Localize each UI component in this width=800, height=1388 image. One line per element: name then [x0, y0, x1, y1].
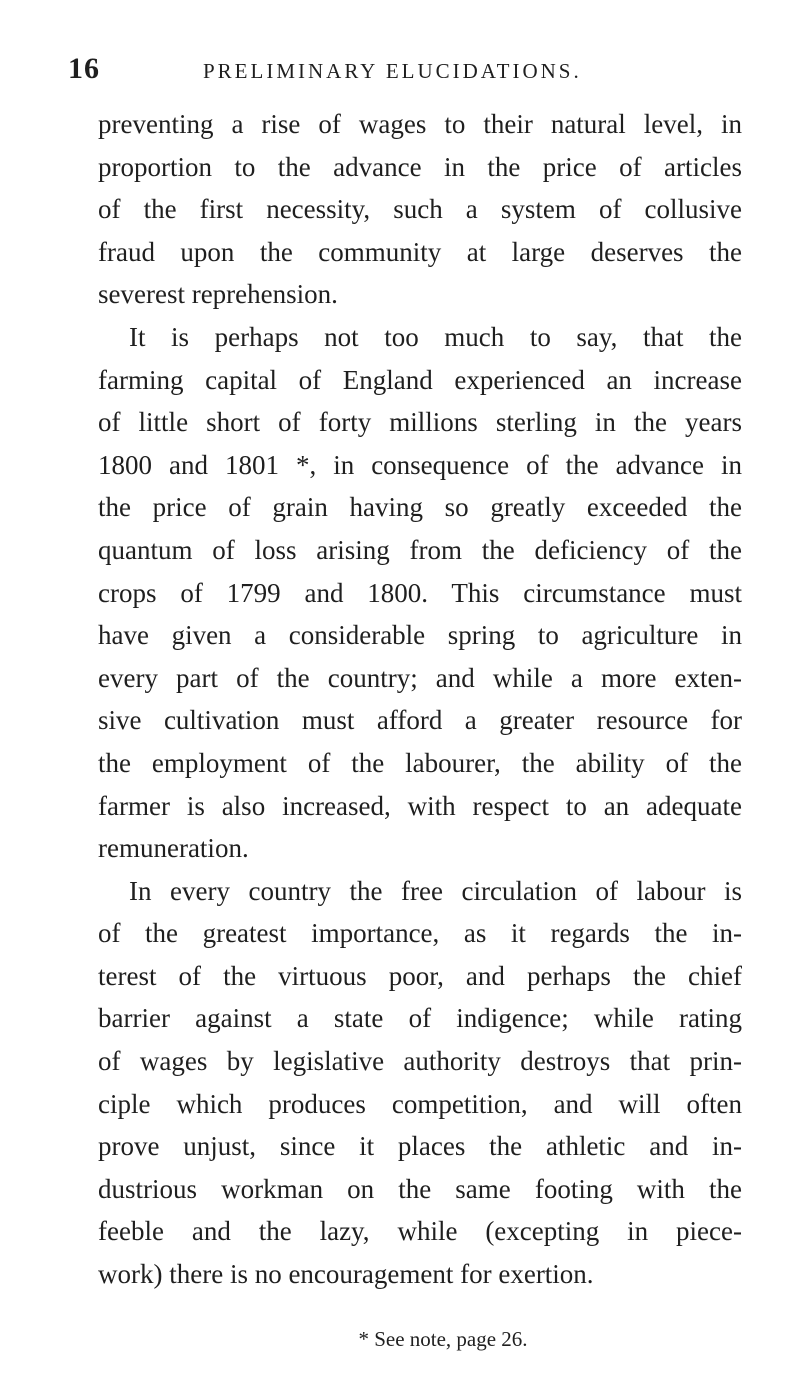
text-line: work) there is no encouragement for exertion.: [98, 1259, 594, 1290]
text-line: of the first necessity, such a system of collusive: [98, 194, 742, 225]
text-line: terest of the virtuous poor, and perhaps the chief: [98, 960, 742, 991]
text-line: barrier against a state of indigence; while rating: [98, 1003, 742, 1034]
text-line: the price of grain having so greatly exceeded the: [98, 492, 742, 523]
text-line: of little short of forty millions sterling in the years: [98, 407, 742, 438]
text-line: quantum of loss arising from the deficiency of the: [98, 534, 742, 565]
text-line: the employment of the labourer, the ability of the: [98, 747, 742, 778]
text-line: of wages by legislative authority destroys that prin-: [98, 1046, 742, 1077]
text-line: of the greatest importance, as it regards the in-: [98, 918, 742, 949]
running-head: [68, 52, 738, 92]
text-line: prove unjust, since it places the athletic and in-: [98, 1131, 742, 1162]
body-text: [98, 103, 742, 1296]
text-line: dustrious workman on the same footing with the: [98, 1173, 742, 1204]
text-line: It is perhaps not too much to say, that the: [129, 321, 742, 352]
footnote: [0, 1327, 800, 1352]
text-line: every part of the country; and while a more exten-: [98, 662, 742, 693]
text-line: 1800 and 1801 *, in consequence of the advance in: [98, 449, 742, 480]
text-line: ciple which produces competition, and will often: [98, 1088, 742, 1119]
page-number: 16: [68, 52, 100, 85]
text-line: crops of 1799 and 1800. This circumstance must: [98, 577, 742, 608]
text-line: preventing a rise of wages to their natural level, in: [98, 109, 742, 139]
text-line: farmer is also increased, with respect to an adequate: [98, 790, 742, 821]
text-line: remuneration.: [98, 833, 249, 864]
text-line: sive cultivation must afford a greater resource for: [98, 705, 742, 736]
text-line: feeble and the lazy, while (excepting in piece-: [98, 1216, 742, 1247]
text-line: proportion to the advance in the price of articles: [98, 151, 742, 182]
running-title: PRELIMINARY ELUCIDATIONS.: [203, 59, 582, 83]
text-line: In every country the free circulation of labour is: [129, 875, 742, 906]
text-line: have given a considerable spring to agriculture in: [98, 620, 742, 651]
text-line: fraud upon the community at large deserves the: [98, 236, 742, 267]
text-line: severest reprehension.: [98, 279, 338, 310]
text-line: farming capital of England experienced an increase: [98, 364, 742, 395]
footnote-text: * See note, page 26.: [358, 1327, 528, 1351]
